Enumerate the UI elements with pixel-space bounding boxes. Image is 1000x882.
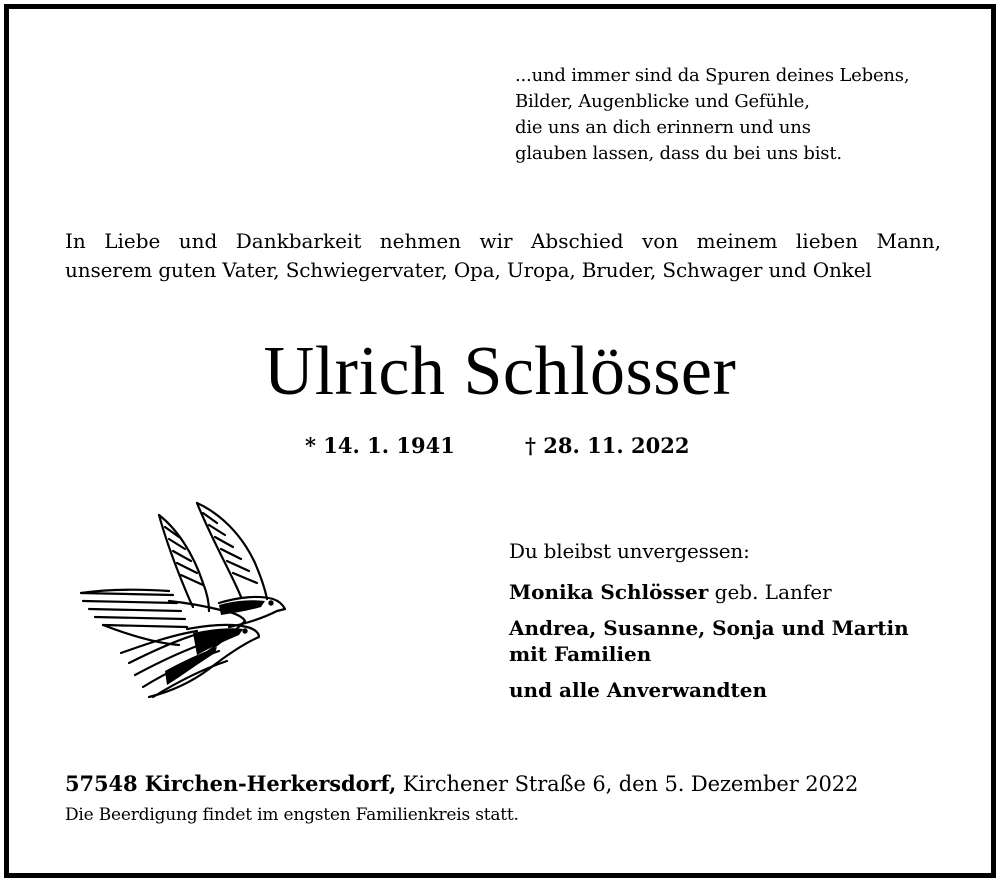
deceased-name: Ulrich Schlösser — [263, 333, 737, 410]
poem — [515, 63, 909, 167]
doves-icon — [69, 493, 289, 707]
burial-note: Die Beerdigung findet im engsten Familienkreis statt. — [65, 805, 519, 825]
mourners-lead: Du bleibst unvergessen: — [509, 539, 750, 563]
mourner-children — [509, 615, 949, 667]
spouse-maiden-name: geb. Lanfer — [714, 580, 832, 604]
poem-line: Bilder, Augenblicke und Gefühle, — [515, 91, 810, 112]
children-names: Andrea, Susanne, Sonja und Martin — [509, 616, 909, 640]
obituary-notice — [4, 4, 996, 878]
intro-line: In Liebe und Dankbarkeit nehmen wir Abschied von meinem lieben Mann, — [65, 229, 941, 253]
poem-line: die uns an dich erinnern und uns — [515, 117, 811, 138]
poem-line: glauben lassen, dass du bei uns bist. — [515, 143, 842, 164]
relatives-text: und alle Anverwandten — [509, 678, 768, 702]
children-families: mit Familien — [509, 642, 652, 666]
address-date: Kirchener Straße 6, den 5. Dezember 2022 — [402, 772, 859, 796]
death-date: † 28. 11. 2022 — [525, 433, 690, 458]
spouse-name: Monika Schlösser — [509, 580, 709, 604]
address-line — [65, 771, 858, 796]
mourners-block — [509, 539, 949, 713]
intro-line: unserem guten Vater, Schwiegervater, Opa, Uropa, Bruder, Schwager und Onkel — [65, 258, 872, 282]
intro-text — [65, 227, 941, 285]
place: 57548 Kirchen-Herkersdorf, — [65, 771, 397, 796]
mourner-relatives — [509, 677, 949, 703]
poem-line: ...und immer sind da Spuren deines Lebens, — [515, 65, 910, 86]
birth-date: * 14. 1. 1941 — [305, 433, 455, 458]
mourner-spouse — [509, 579, 949, 605]
